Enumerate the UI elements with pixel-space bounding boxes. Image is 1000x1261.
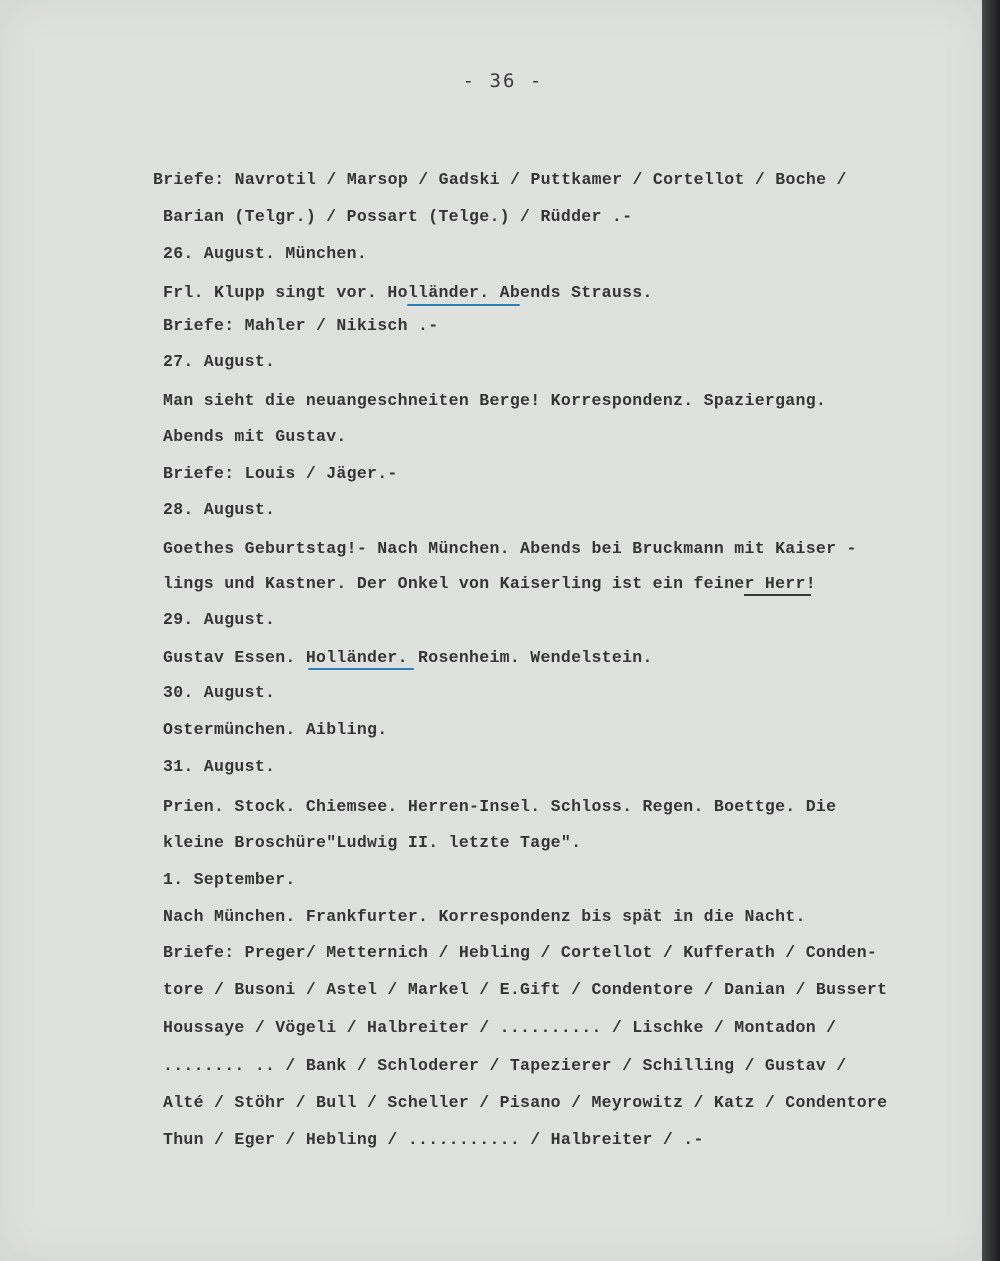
text-line: 28. August.	[163, 500, 276, 519]
text-line: Briefe: Mahler / Nikisch .-	[163, 316, 439, 335]
blue-underline-hollaender	[407, 304, 520, 306]
text-line: Goethes Geburtstag!- Nach München. Abends bei Bruckmann mit Kaiser -	[163, 539, 857, 558]
text-line: kleine Broschüre"Ludwig II. letzte Tage".	[163, 833, 582, 852]
text-line: Frl. Klupp singt vor. Holländer. Abends Strauss.	[163, 283, 653, 302]
text-line: Briefe: Preger/ Metternich / Hebling / Cortellot / Kufferath / Conden-	[163, 943, 878, 962]
text-line: Barian (Telgr.) / Possart (Telge.) / Rüdder .-	[163, 207, 633, 226]
text-line: 31. August.	[163, 757, 276, 776]
text-line: Alté / Stöhr / Bull / Scheller / Pisano / Meyrowitz / Katz / Condentore	[163, 1093, 888, 1112]
text-line: Abends mit Gustav.	[163, 427, 347, 446]
page-number: - 36 -	[462, 70, 544, 92]
text-line: Ostermünchen. Aibling.	[163, 720, 388, 739]
text-line: 26. August. München.	[163, 244, 368, 263]
text-line: 30. August.	[163, 683, 276, 702]
text-line: Gustav Essen. Holländer. Rosenheim. Wendelstein.	[163, 648, 653, 667]
text-line: lings und Kastner. Der Onkel von Kaiserling ist ein feiner Herr!	[163, 574, 816, 593]
text-line: 29. August.	[163, 610, 276, 629]
text-line: ........ .. / Bank / Schloderer / Tapezierer / Schilling / Gustav /	[163, 1056, 847, 1075]
text-line: Prien. Stock. Chiemsee. Herren-Insel. Schloss. Regen. Boettge. Die	[163, 797, 837, 816]
text-line: Briefe: Louis / Jäger.-	[163, 464, 398, 483]
text-line: 27. August.	[163, 352, 276, 371]
text-line: Briefe: Navrotil / Marsop / Gadski / Puttkamer / Cortellot / Boche /	[153, 170, 847, 189]
text-line: Man sieht die neuangeschneiten Berge! Korrespondenz. Spaziergang.	[163, 391, 827, 410]
text-line: Houssaye / Vögeli / Halbreiter / .......... / Lischke / Montadon /	[163, 1018, 837, 1037]
text-line: Nach München. Frankfurter. Korrespondenz bis spät in die Nacht.	[163, 907, 806, 926]
page-edge	[982, 0, 1000, 1261]
typed-underline-feiner	[744, 594, 811, 596]
blue-underline-hollaender	[308, 668, 414, 670]
text-line: tore / Busoni / Astel / Markel / E.Gift / Condentore / Danian / Bussert	[163, 980, 888, 999]
text-line: 1. September.	[163, 870, 296, 889]
text-line: Thun / Eger / Hebling / ........... / Halbreiter / .-	[163, 1130, 704, 1149]
